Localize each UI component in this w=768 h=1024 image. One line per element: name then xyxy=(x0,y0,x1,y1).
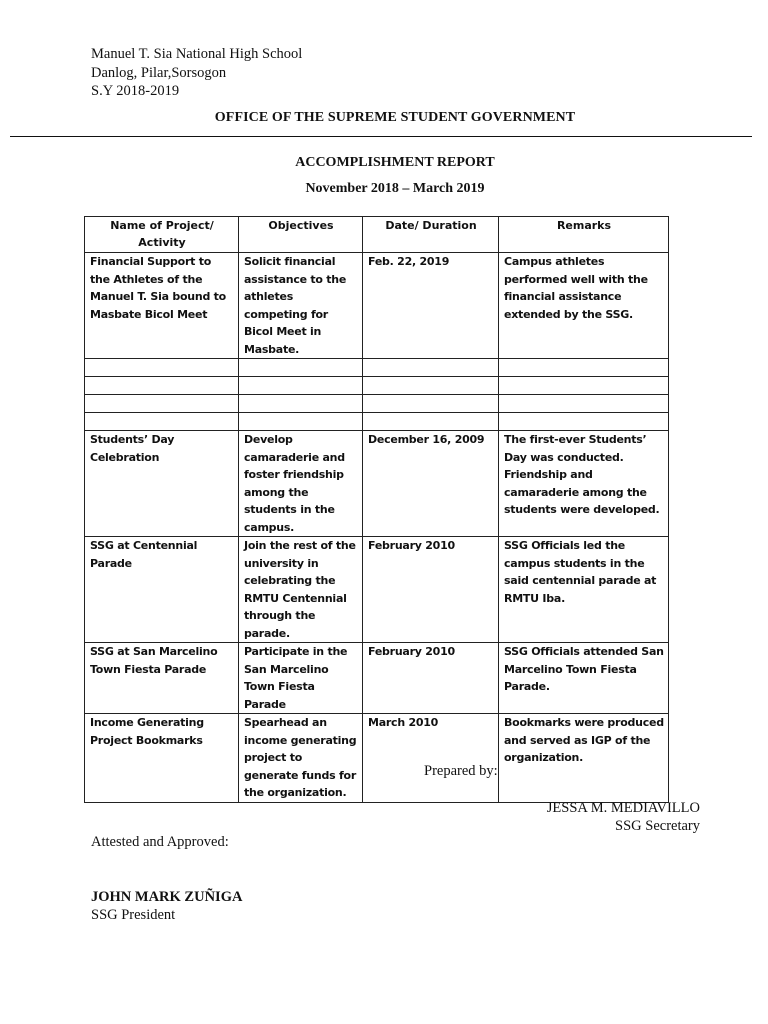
date-cell: February 2010 xyxy=(363,643,499,714)
column-header-project: Name of Project/ Activity xyxy=(85,217,239,253)
objectives-cell: Solicit financial assistance to the athletes competing for Bicol Meet in Masbate. xyxy=(239,253,363,359)
project-cell: Income Generating Project Bookmarks xyxy=(85,714,239,803)
preparer-title: SSG Secretary xyxy=(615,818,700,834)
table-row xyxy=(85,253,669,359)
objectives-cell: Develop camaraderie and foster friendship among the students in the campus. xyxy=(239,431,363,537)
project-cell: Financial Support to the Athletes of the Manuel T. Sia bound to Masbate Bicol Meet xyxy=(85,253,239,359)
empty-row xyxy=(85,395,669,413)
empty-cell xyxy=(363,395,499,413)
date-cell: February 2010 xyxy=(363,537,499,643)
table-row xyxy=(85,643,669,714)
empty-cell xyxy=(499,395,669,413)
empty-cell xyxy=(363,413,499,431)
remarks-cell: The first-ever Students’ Day was conducted. Friendship and camaraderie among the students were developed. xyxy=(499,431,669,537)
empty-row xyxy=(85,413,669,431)
remarks-cell: SSG Officials led the campus students in the said centennial parade at RMTU Iba. xyxy=(499,537,669,643)
empty-cell xyxy=(239,377,363,395)
table-row xyxy=(85,714,669,803)
objectives-cell: Spearhead an income generating project to generate funds for the organization. xyxy=(239,714,363,803)
remarks-cell: Bookmarks were produced and served as IGP of the organization. xyxy=(499,714,669,803)
header-divider xyxy=(10,136,752,137)
attested-label: Attested and Approved: xyxy=(91,834,229,850)
empty-cell xyxy=(363,377,499,395)
empty-cell xyxy=(499,413,669,431)
empty-cell xyxy=(239,359,363,377)
date-cell: December 16, 2009 xyxy=(363,431,499,537)
empty-cell xyxy=(499,377,669,395)
school-header xyxy=(91,45,302,101)
approver-signature-block xyxy=(91,888,242,924)
school-name: Manuel T. Sia National High School xyxy=(91,46,303,62)
table-header-row xyxy=(85,217,669,253)
empty-cell xyxy=(239,413,363,431)
remarks-cell: SSG Officials attended San Marcelino Town Fiesta Parade. xyxy=(499,643,669,714)
empty-cell xyxy=(85,359,239,377)
date-cell: Feb. 22, 2019 xyxy=(363,253,499,359)
table-row xyxy=(85,431,669,537)
report-title: ACCOMPLISHMENT REPORT xyxy=(295,155,495,170)
prepared-by-label: Prepared by: xyxy=(424,763,498,779)
project-cell: Students’ Day Celebration xyxy=(85,431,239,537)
approver-name: JOHN MARK ZUÑIGA xyxy=(91,889,243,905)
column-header-remarks: Remarks xyxy=(499,217,669,253)
preparer-name: JESSA M. MEDIAVILLO xyxy=(546,800,700,816)
preparer-signature-block xyxy=(547,799,700,835)
empty-cell xyxy=(85,377,239,395)
school-address: Danlog, Pilar,Sorsogon xyxy=(91,64,227,81)
empty-row xyxy=(85,377,669,395)
column-header-date: Date/ Duration xyxy=(363,217,499,253)
project-cell: SSG at Centennial Parade xyxy=(85,537,239,643)
remarks-cell: Campus athletes performed well with the financial assistance extended by the SSG. xyxy=(499,253,669,359)
objectives-cell: Join the rest of the university in celebrating the RMTU Centennial through the parade. xyxy=(239,537,363,643)
empty-cell xyxy=(85,413,239,431)
table-row xyxy=(85,537,669,643)
objectives-cell: Participate in the San Marcelino Town Fiesta Parade xyxy=(239,643,363,714)
accomplishment-table xyxy=(84,216,669,803)
project-cell: SSG at San Marcelino Town Fiesta Parade xyxy=(85,643,239,714)
office-title: OFFICE OF THE SUPREME STUDENT GOVERNMENT xyxy=(214,110,576,125)
school-year: S.Y 2018-2019 xyxy=(91,83,180,99)
report-period: November 2018 – March 2019 xyxy=(305,181,485,196)
empty-cell xyxy=(499,359,669,377)
empty-cell xyxy=(85,395,239,413)
empty-cell xyxy=(239,395,363,413)
date-cell: March 2010 xyxy=(363,714,499,803)
column-header-objectives: Objectives xyxy=(239,217,363,253)
approver-title: SSG President xyxy=(91,907,176,923)
empty-row xyxy=(85,359,669,377)
empty-cell xyxy=(363,359,499,377)
